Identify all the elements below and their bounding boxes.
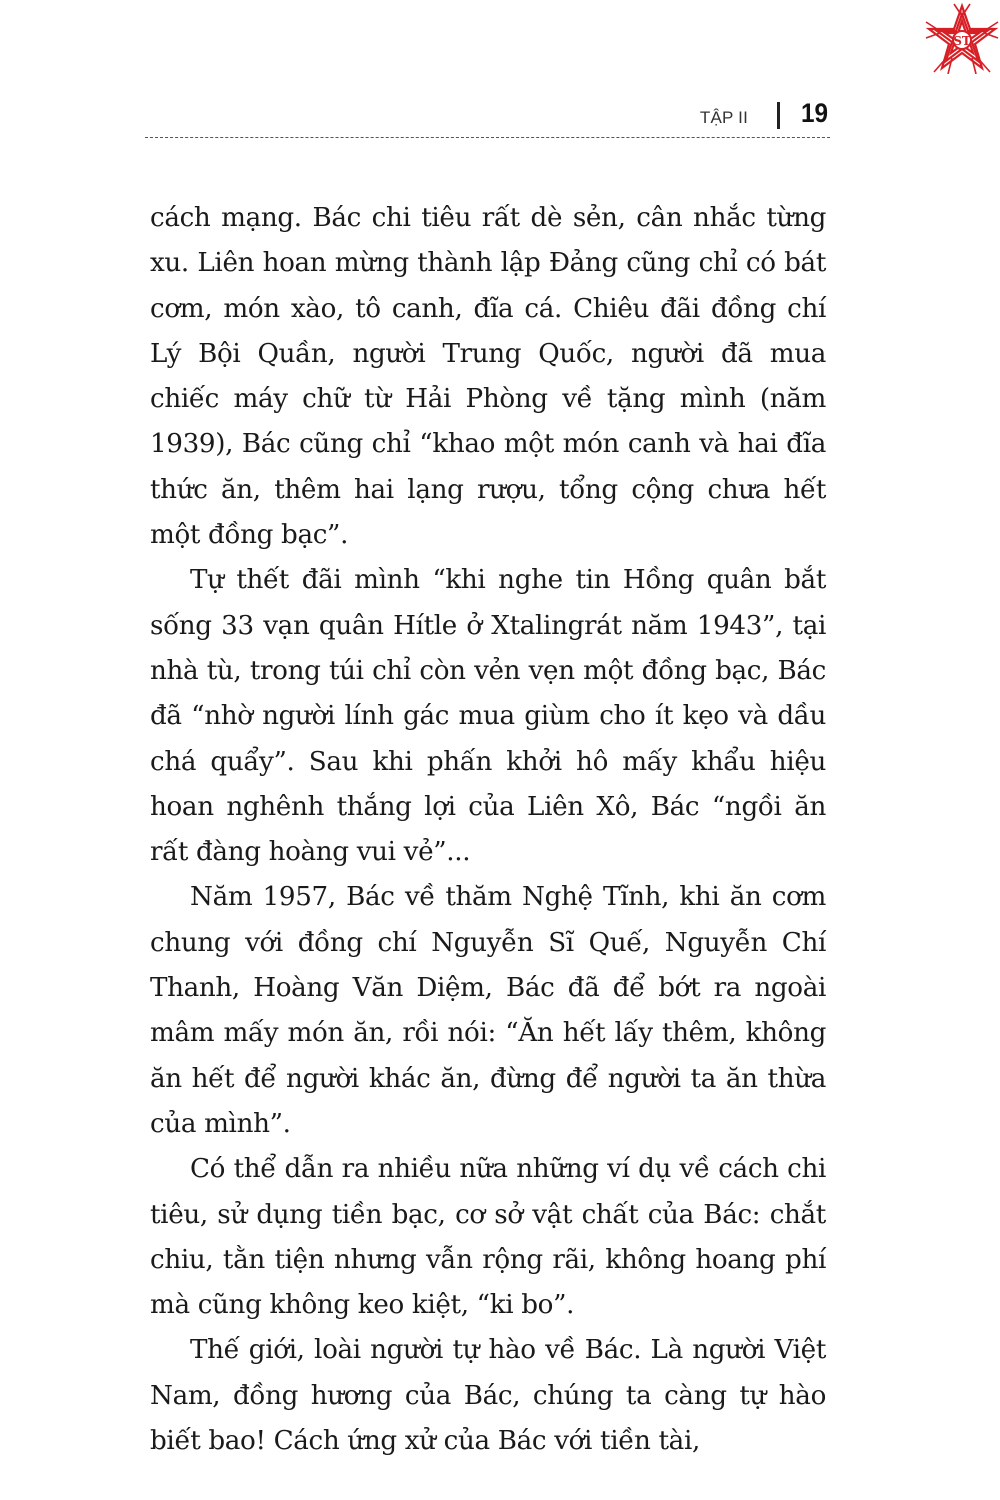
star-st-logo-icon	[924, 2, 1000, 74]
paragraph: Năm 1957, Bác về thăm Nghệ Tĩnh, khi ăn cơm chung với đồng chí Nguyễn Sĩ Quế, Nguyễn Chí Thanh, Hoàng Văn Diệm, Bác đã để bớt ra ngoài mâm mấy món ăn, rồi nói: “Ăn hết lấy thêm, không ăn hết để người khác ăn, đừng để người ta ăn thừa của mình”.	[150, 882, 826, 1139]
header-dashed-rule	[145, 137, 830, 138]
paragraph: Tự thết đãi mình “khi nghe tin Hồng quân bắt sống 33 vạn quân Hítle ở Xtalingrát năm 1943”, tại nhà tù, trong túi chỉ còn vẻn vẹn một đồng bạc, Bác đã “nhờ người lính gác mua giùm cho ít kẹo và dầu chá quẩy”. Sau khi phấn khởi hô mấy khẩu hiệu hoan nghênh thắng lợi của Liên Xô, Bác “ngồi ăn rất đàng hoàng vui vẻ”...	[150, 565, 826, 868]
header-separator	[777, 102, 780, 129]
page-number: 19	[800, 98, 828, 128]
volume-label: TẬP II	[699, 108, 748, 127]
svg-text:ST: ST	[953, 34, 971, 48]
body-text	[150, 196, 826, 1464]
publisher-logo	[924, 2, 1000, 74]
running-header	[145, 98, 830, 134]
paragraph: Có thể dẫn ra nhiều nữa những ví dụ về cách chi tiêu, sử dụng tiền bạc, cơ sở vật chất của Bác: chắt chiu, tằn tiện nhưng vẫn rộng rãi, không hoang phí mà cũng không keo kiệt, “ki bo”.	[150, 1154, 826, 1321]
paragraph: Thế giới, loài người tự hào về Bác. Là người Việt Nam, đồng hương của Bác, chúng ta càng tự hào biết bao! Cách ứng xử của Bác với tiền tài,	[150, 1335, 826, 1457]
paragraph: cách mạng. Bác chi tiêu rất dè sẻn, cân nhắc từng xu. Liên hoan mừng thành lập Đảng cũng chỉ có bát cơm, món xào, tô canh, đĩa cá. Chiêu đãi đồng chí Lý Bội Quần, người Trung Quốc, người đã mua chiếc máy chữ từ Hải Phòng về tặng mình (năm 1939), Bác cũng chỉ “khao một món canh và hai đĩa thức ăn, thêm hai lạng rượu, tổng cộng chưa hết một đồng bạc”.	[150, 203, 826, 551]
